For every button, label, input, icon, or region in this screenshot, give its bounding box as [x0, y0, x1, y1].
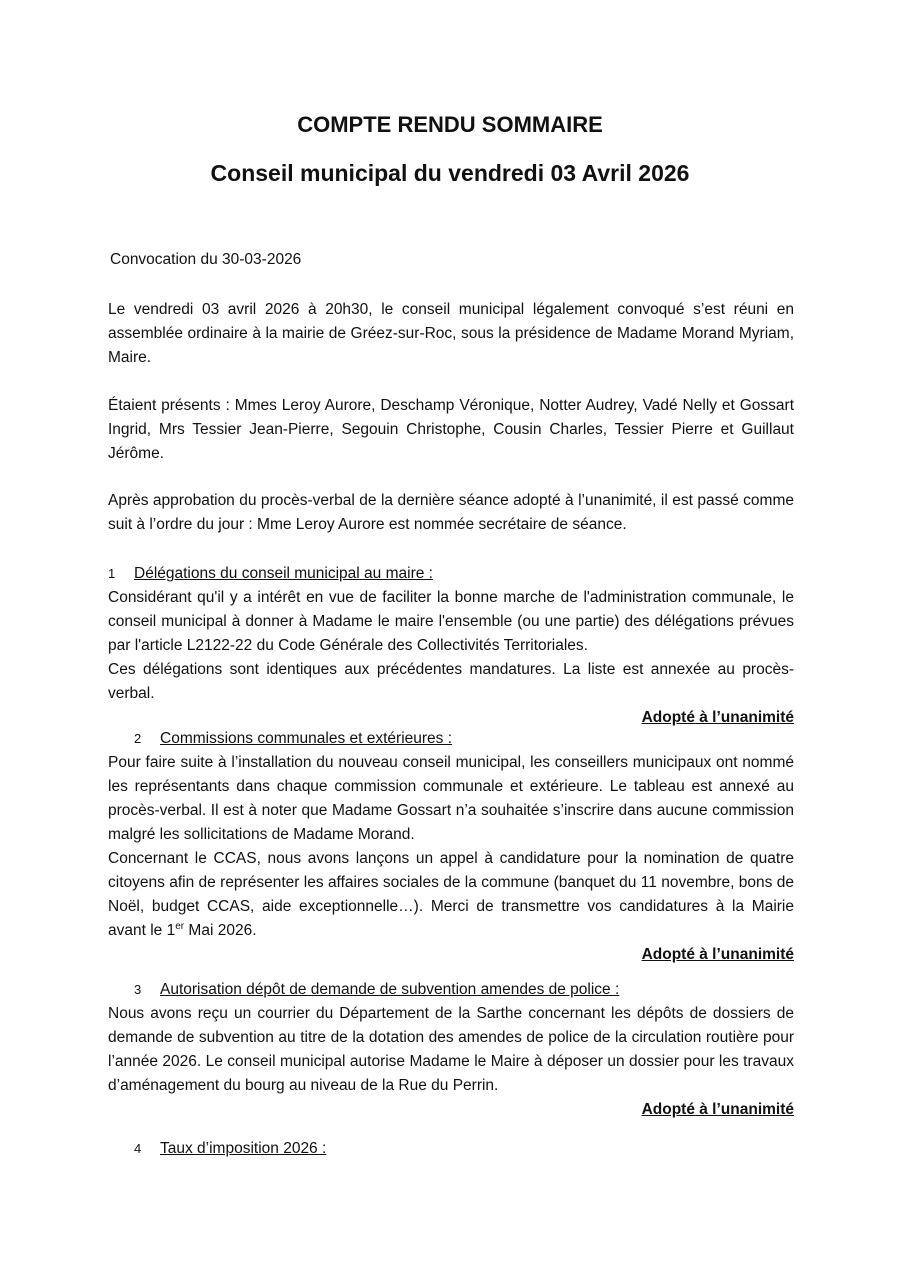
- approval-section: [108, 489, 794, 537]
- item-heading: [108, 562, 794, 586]
- status-adopted: Adopté à l’unanimité: [641, 709, 794, 726]
- superscript: er: [175, 920, 185, 932]
- item-title: Autorisation dépôt de demande de subvention amendes de police :: [160, 981, 620, 998]
- item-paragraph-end: Mai 2026.: [184, 922, 257, 939]
- item-paragraph: Pour faire suite à l’installation du nouveau conseil municipal, les conseillers municipaux ont nommé les représentants dans chaque commission communale et extérieure. Le tableau est annexé au procès-verbal. Il est à noter que Madame Gossart n’a souhaitée s’inscrire dans aucune commission malgré les sollicitations de Madame Morand.: [108, 754, 794, 843]
- item-number: 2: [134, 731, 142, 746]
- status-adopted: Adopté à l’unanimité: [641, 1101, 794, 1118]
- intro-section: [108, 298, 794, 370]
- item-title: Commissions communales et extérieures :: [160, 730, 453, 747]
- agenda-item-1: [108, 562, 794, 730]
- item-title: Délégations du conseil municipal au maire :: [134, 565, 433, 582]
- item-paragraph-text: Concernant le CCAS, nous avons lançons un appel à candidature pour la nomination de quatre citoyens afin de représenter les affaires sociales de la commune (banquet du 11 novembre, bons de Noël, budget CCAS, aide exceptionnelle…). Merci de transmettre vos candidatures à la Mairie avant le 1: [108, 850, 794, 939]
- attendees-paragraph: Étaient présents : Mmes Leroy Aurore, Deschamp Véronique, Notter Audrey, Vadé Nelly et Gossart Ingrid, Mrs Tessier Jean-Pierre, Segouin Christophe, Cousin Charles, Tessier Pierre et Guillaut Jérôme.: [108, 397, 794, 462]
- item-paragraph: Considérant qu'il y a intérêt en vue de faciliter la bonne marche de l'administration communale, le conseil municipal à donner à Madame le maire l'ensemble (ou une partie) des délégations prévues par l'article L2122-22 du Code Générale des Collectivités Territoriales.: [108, 589, 794, 654]
- document-title: COMPTE RENDU SOMMAIRE: [297, 112, 603, 137]
- item-paragraph: Nous avons reçu un courrier du Département de la Sarthe concernant les dépôts de dossiers de demande de subvention au titre de la dotation des amendes de police de la circulation routière pour l’année 2026. Le conseil municipal autorise Madame le Maire à déposer un dossier pour les travaux d’aménagement du bourg au niveau de la Rue du Perrin.: [108, 1005, 794, 1094]
- item-paragraph: Ces délégations sont identiques aux précédentes mandatures. La liste est annexée au procès-verbal.: [108, 661, 794, 702]
- convocation-date: Convocation du 30-03-2026: [110, 251, 302, 268]
- approval-paragraph: Après approbation du procès-verbal de la dernière séance adopté à l’unanimité, il est passé comme suit à l’ordre du jour : Mme Leroy Aurore est nommée secrétaire de séance.: [108, 492, 794, 533]
- item-paragraph: [108, 847, 794, 943]
- document-subtitle: Conseil municipal du vendredi 03 Avril 2026: [210, 160, 690, 186]
- attendees-section: [108, 394, 794, 466]
- agenda-item-2: [108, 727, 794, 967]
- status-adopted: Adopté à l’unanimité: [641, 946, 794, 963]
- item-number: 4: [134, 1141, 142, 1156]
- item-heading: [108, 978, 794, 1002]
- item-number: 1: [108, 566, 116, 581]
- agenda-item-4: [108, 1137, 794, 1161]
- item-number: 3: [134, 982, 142, 997]
- intro-paragraph: Le vendredi 03 avril 2026 à 20h30, le conseil municipal légalement convoqué s’est réuni en assemblée ordinaire à la mairie de Gréez-sur-Roc, sous la présidence de Madame Morand Myriam, Maire.: [108, 301, 794, 366]
- item-heading: [108, 1137, 794, 1161]
- item-title: Taux d’imposition 2026 :: [160, 1140, 327, 1157]
- item-heading: [108, 727, 794, 751]
- agenda-item-3: [108, 978, 794, 1122]
